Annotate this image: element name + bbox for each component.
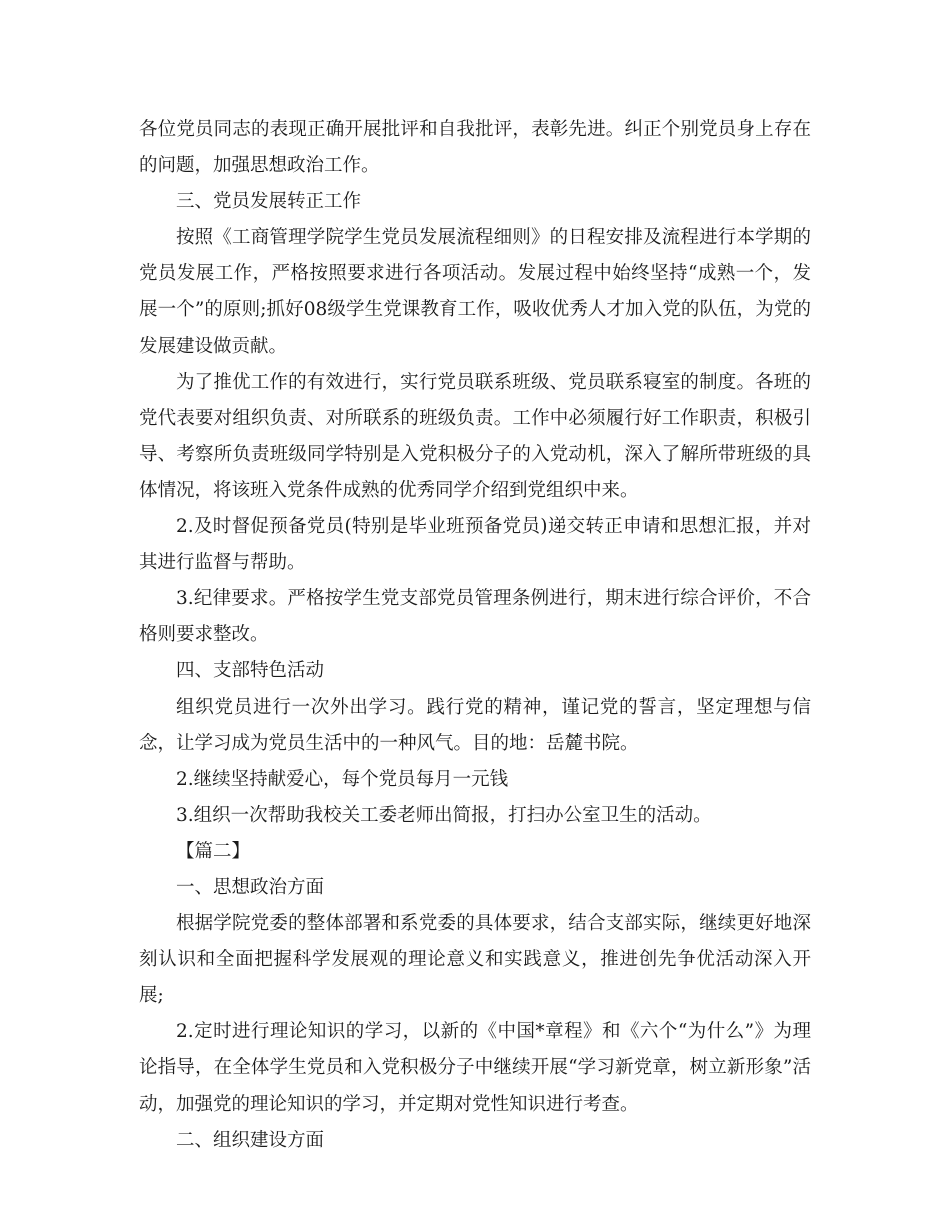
list-item: 2.定时进行理论知识的学习，以新的《中国*章程》和《六个“为什么”》为理论指导，在全体学生党员和入党积极分子中继续开展“学习新党章，树立新形象”活动，加强党的理论知识的学习，并定期对党性知识进行考查。 bbox=[139, 1021, 811, 1115]
part-heading: 【篇二】 bbox=[176, 840, 251, 862]
section-heading-3: 三、党员发展转正工作 bbox=[176, 191, 362, 213]
document-body bbox=[139, 112, 811, 1159]
paragraph: 组织党员进行一次外出学习。践行党的精神，谨记党的誓言，坚定理想与信念，让学习成为党员生活中的一种风气。目的地：岳麓书院。 bbox=[139, 696, 811, 754]
section-heading-4: 四、支部特色活动 bbox=[176, 660, 325, 682]
list-item: 3.纪律要求。严格按学生党支部党员管理条例进行，期末进行综合评价，不合格则要求整改。 bbox=[139, 588, 811, 646]
list-item: 2.继续坚持献爱心，每个党员每月一元钱 bbox=[176, 768, 509, 790]
section-heading-2: 二、组织建设方面 bbox=[176, 1129, 325, 1151]
section-heading-1: 一、思想政治方面 bbox=[176, 876, 325, 898]
paragraph: 按照《工商管理学院学生党员发展流程细则》的日程安排及流程进行本学期的党员发展工作，严格按照要求进行各项活动。发展过程中始终坚持“成熟一个，发展一个”的原则;抓好08级学生党课教育工作，吸收优秀人才加入党的队伍，为党的发展建设做贡献。 bbox=[139, 227, 811, 357]
list-item: 2.及时督促预备党员(特别是毕业班预备党员)递交转正申请和思想汇报，并对其进行监督与帮助。 bbox=[139, 516, 811, 574]
list-item: 3.组织一次帮助我校关工委老师出简报，打扫办公室卫生的活动。 bbox=[176, 804, 712, 826]
paragraph: 为了推优工作的有效进行，实行党员联系班级、党员联系寝室的制度。各班的党代表要对组织负责、对所联系的班级负责。工作中必须履行好工作职责，积极引导、考察所负责班级同学特别是入党积极分子的入党动机，深入了解所带班级的具体情况，将该班入党条件成熟的优秀同学介绍到党组织中来。 bbox=[139, 371, 811, 501]
paragraph: 根据学院党委的整体部署和系党委的具体要求，结合支部实际，继续更好地深刻认识和全面把握科学发展观的理论意义和实践意义，推进创先争优活动深入开展; bbox=[139, 913, 811, 1007]
paragraph-continuation: 各位党员同志的表现正确开展批评和自我批评，表彰先进。纠正个别党员身上存在的问题，加强思想政治工作。 bbox=[139, 119, 811, 177]
